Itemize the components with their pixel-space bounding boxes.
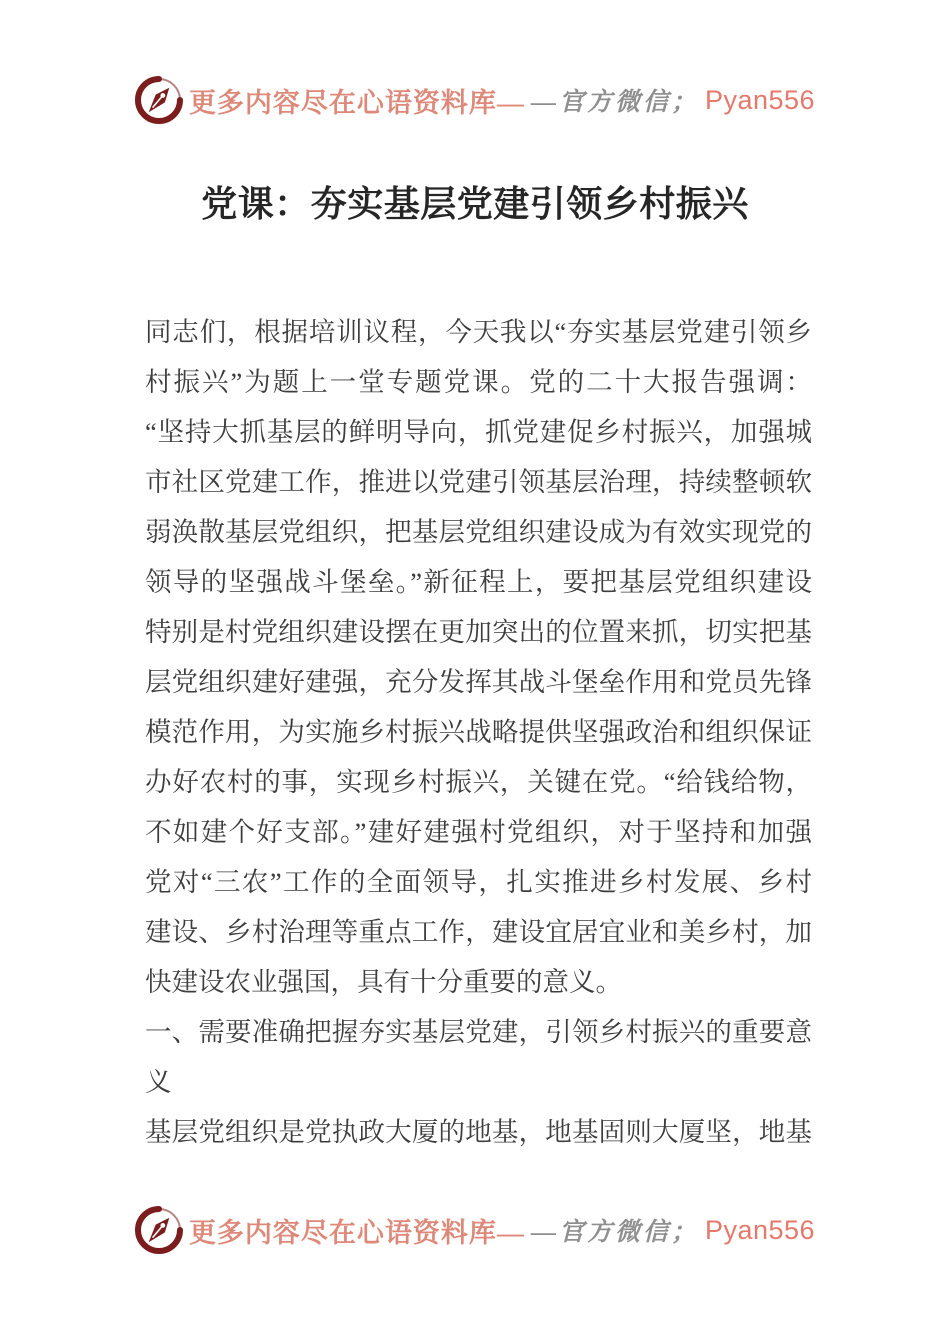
watermark-wechat-label: —官方微信； [530,89,699,116]
body-line: 层党组织建好建强，充分发挥其战斗堡垒作用和党员先锋 [145,667,812,697]
body-line: 模范作用，为实施乡村振兴战略提供坚强政治和组织保证 [145,717,812,747]
body-line: 领导的坚强战斗堡垒。”新征程上，要把基层党组织建设 [145,567,812,597]
body-line: 快建设农业强国，具有十分重要的意义。 [145,967,622,997]
body-line: 党对“三农”工作的全面领导，扎实推进乡村发展、乡村 [145,867,812,897]
pen-logo-icon [135,76,183,124]
body-line: 办好农村的事，实现乡村振兴，关键在党。“给钱给物， [145,767,812,797]
body-line: 同志们，根据培训议程，今天我以“夯实基层党建引领乡 [145,317,812,347]
body-line: 特别是村党组织建设摆在更加突出的位置来抓，切实把基 [145,617,812,647]
body-line: 建设、乡村治理等重点工作，建设宜居宜业和美乡村，加 [145,917,812,947]
body-text [145,307,812,1157]
body-line: 市社区党建工作，推进以党建引领基层治理，持续整顿软 [145,467,812,497]
watermark-wechat-id: Pyan556 [704,84,816,115]
header-watermark [0,76,950,124]
watermark-brand-text: 更多内容尽在心语资料库— [188,1217,525,1248]
body-line: 一、需要准确把握夯实基层党建，引领乡村振兴的重要意 [145,1017,812,1047]
watermark-brand-text: 更多内容尽在心语资料库— [188,87,525,118]
body-line: 不如建个好支部。”建好建强村党组织，对于坚持和加强 [145,817,812,847]
watermark-wechat-id: Pyan556 [704,1214,816,1245]
body-line: “坚持大抓基层的鲜明导向，抓党建促乡村振兴，加强城 [145,417,812,447]
pen-logo-icon [135,1206,183,1254]
body-line: 村振兴”为题上一堂专题党课。党的二十大报告强调： [145,367,812,397]
body-line: 弱涣散基层党组织，把基层党组织建设成为有效实现党的 [145,517,812,547]
footer-watermark [0,1206,950,1254]
body-line: 基层党组织是党执政大厦的地基，地基固则大厦坚，地基 [145,1117,812,1147]
watermark-wechat-label: —官方微信； [530,1219,699,1246]
document-title: 党课：夯实基层党建引领乡村振兴 [201,184,749,224]
body-line: 义 [145,1067,172,1097]
